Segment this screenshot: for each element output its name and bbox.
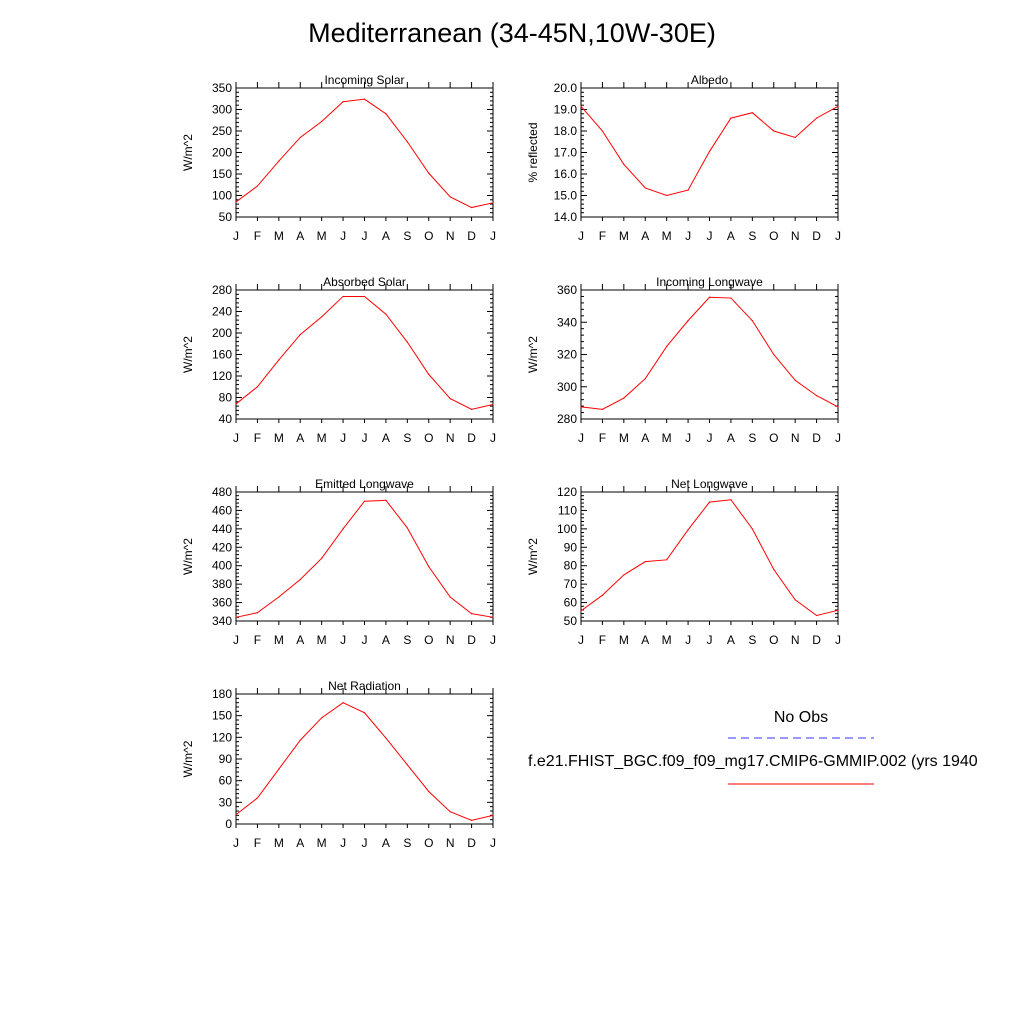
panel-title: Incoming Longwave — [656, 275, 763, 289]
y-tick-label: 19.0 — [553, 102, 577, 117]
x-tick-label: O — [769, 633, 779, 647]
data-point — [816, 615, 817, 616]
data-point — [645, 378, 646, 379]
data-point — [752, 528, 753, 529]
data-point — [235, 403, 236, 404]
x-tick-label: J — [578, 431, 584, 445]
y-axis-label: % reflected — [526, 122, 540, 183]
panel-title: Incoming Solar — [324, 73, 405, 87]
data-point — [623, 164, 624, 165]
y-tick-label: 300 — [211, 102, 232, 117]
x-tick-label: N — [445, 633, 455, 647]
x-tick-label: D — [467, 229, 476, 243]
data-point — [666, 195, 667, 196]
x-tick-label: D — [467, 633, 476, 647]
x-tick-label: D — [812, 229, 821, 243]
chart-panel — [181, 73, 496, 243]
x-tick-label: J — [835, 633, 841, 647]
x-tick-label: J — [685, 229, 692, 243]
x-tick-label: M — [316, 633, 327, 647]
x-tick-label: J — [340, 633, 347, 647]
data-point — [278, 161, 279, 162]
panel-title: Net Radiation — [328, 679, 401, 693]
data-point — [321, 316, 322, 317]
x-tick-label: J — [706, 633, 713, 647]
y-axis-label: W/m^2 — [181, 538, 195, 575]
y-tick-label: 400 — [211, 558, 232, 573]
data-point — [645, 187, 646, 188]
y-tick-label: 440 — [211, 521, 232, 536]
data-point — [342, 296, 343, 297]
data-point — [450, 398, 451, 399]
data-point — [407, 764, 408, 765]
data-point — [580, 106, 581, 107]
data-point — [795, 380, 796, 381]
x-tick-label: M — [273, 836, 284, 850]
y-tick-label: 240 — [211, 304, 232, 319]
series-line — [236, 296, 493, 409]
data-point — [837, 406, 838, 407]
data-point — [300, 334, 301, 335]
x-tick-label: J — [490, 431, 496, 445]
data-point — [602, 409, 603, 410]
y-axis-label: W/m^2 — [526, 538, 540, 575]
data-point — [492, 617, 493, 618]
x-tick-label: J — [361, 633, 368, 647]
x-tick-label: J — [835, 431, 841, 445]
y-axis-label: W/m^2 — [181, 740, 195, 778]
data-point — [666, 346, 667, 347]
y-tick-label: 420 — [211, 540, 232, 555]
x-tick-label: A — [381, 431, 390, 445]
data-point — [321, 717, 322, 718]
x-tick-label: S — [748, 633, 757, 647]
plot-frame — [581, 492, 838, 621]
x-tick-label: M — [316, 229, 327, 243]
chart-panel — [526, 73, 841, 243]
data-point — [257, 386, 258, 387]
x-tick-label: M — [618, 633, 629, 647]
data-point — [623, 574, 624, 575]
data-point — [730, 118, 731, 119]
data-point — [385, 113, 386, 114]
y-tick-label: 50 — [218, 210, 232, 224]
x-tick-label: J — [233, 229, 239, 243]
x-tick-label: J — [340, 229, 347, 243]
data-point — [407, 527, 408, 528]
y-tick-label: 40 — [218, 412, 232, 426]
data-point — [364, 99, 365, 100]
data-point — [385, 737, 386, 738]
chart-panel — [526, 275, 841, 445]
data-point — [623, 397, 624, 398]
data-point — [257, 185, 258, 186]
data-point — [816, 118, 817, 119]
y-tick-label: 100 — [211, 188, 232, 203]
x-tick-label: J — [361, 431, 368, 445]
data-point — [257, 797, 258, 798]
y-tick-label: 120 — [556, 485, 577, 499]
x-tick-label: J — [233, 633, 239, 647]
data-point — [709, 297, 710, 298]
series-line — [236, 703, 493, 821]
legend-obs-label: No Obs — [773, 709, 829, 726]
data-point — [235, 201, 236, 202]
x-tick-label: J — [578, 633, 584, 647]
data-point — [773, 354, 774, 355]
data-point — [364, 296, 365, 297]
y-tick-label: 50 — [563, 614, 577, 628]
y-tick-label: 200 — [211, 145, 232, 160]
x-tick-label: S — [748, 431, 757, 445]
x-tick-label: M — [316, 431, 327, 445]
data-point — [580, 610, 581, 611]
x-tick-label: F — [253, 431, 262, 445]
data-point — [687, 190, 688, 191]
x-tick-label: A — [641, 229, 650, 243]
y-tick-label: 60 — [218, 773, 232, 788]
data-point — [428, 173, 429, 174]
x-tick-label: S — [403, 431, 412, 445]
x-tick-label: N — [445, 229, 455, 243]
data-point — [471, 613, 472, 614]
x-tick-label: M — [273, 229, 284, 243]
data-point — [752, 320, 753, 321]
data-point — [645, 561, 646, 562]
data-point — [752, 112, 753, 113]
y-tick-label: 350 — [211, 81, 232, 95]
data-point — [687, 529, 688, 530]
plot-frame — [236, 290, 493, 419]
y-tick-label: 70 — [563, 577, 577, 592]
data-point — [321, 121, 322, 122]
data-point — [364, 501, 365, 502]
y-tick-label: 280 — [211, 283, 232, 297]
series-line — [236, 500, 493, 617]
x-tick-label: A — [641, 431, 650, 445]
y-tick-label: 30 — [218, 795, 232, 810]
data-point — [580, 406, 581, 407]
x-tick-label: S — [403, 836, 412, 850]
y-tick-label: 17.0 — [553, 145, 577, 160]
y-tick-label: 18.0 — [553, 124, 577, 138]
y-tick-label: 0 — [225, 817, 232, 831]
x-tick-label: A — [381, 836, 390, 850]
y-tick-label: 20.0 — [553, 81, 577, 95]
x-tick-label: J — [706, 431, 713, 445]
plot-frame — [581, 88, 838, 217]
data-point — [257, 612, 258, 613]
y-tick-label: 160 — [211, 347, 232, 362]
x-tick-label: F — [598, 633, 607, 647]
y-tick-label: 60 — [563, 595, 577, 610]
x-tick-label: M — [661, 431, 672, 445]
x-tick-label: A — [726, 431, 735, 445]
x-tick-label: D — [467, 836, 476, 850]
data-point — [407, 342, 408, 343]
data-point — [730, 499, 731, 500]
data-point — [450, 811, 451, 812]
legend-model-label: f.e21.FHIST_BGC.f09_f09_mg17.CMIP6-GMMIP.002 (yrs 1940 — [528, 753, 978, 770]
x-tick-label: A — [726, 633, 735, 647]
x-tick-label: F — [598, 229, 607, 243]
plot-frame — [236, 492, 493, 621]
legend — [528, 709, 978, 784]
data-point — [385, 314, 386, 315]
x-tick-label: M — [661, 633, 672, 647]
x-tick-label: N — [790, 229, 800, 243]
data-point — [492, 202, 493, 203]
x-tick-label: J — [361, 836, 368, 850]
chart-panel — [181, 275, 496, 445]
data-point — [602, 130, 603, 131]
y-tick-label: 250 — [211, 124, 232, 138]
y-tick-label: 200 — [211, 326, 232, 340]
x-tick-label: M — [661, 229, 672, 243]
data-point — [428, 791, 429, 792]
y-tick-label: 300 — [556, 379, 577, 394]
y-tick-label: 90 — [218, 752, 232, 766]
data-point — [428, 374, 429, 375]
data-point — [816, 395, 817, 396]
x-tick-label: A — [296, 836, 305, 850]
x-tick-label: M — [273, 431, 284, 445]
x-tick-label: F — [253, 633, 262, 647]
x-tick-label: J — [340, 431, 347, 445]
data-point — [342, 101, 343, 102]
x-tick-label: N — [445, 836, 455, 850]
data-point — [795, 599, 796, 600]
x-tick-label: J — [361, 229, 368, 243]
x-tick-label: A — [381, 229, 390, 243]
y-tick-label: 340 — [211, 614, 232, 628]
data-point — [278, 596, 279, 597]
data-point — [428, 566, 429, 567]
series-line — [581, 297, 838, 409]
data-point — [278, 769, 279, 770]
y-tick-label: 110 — [557, 503, 577, 518]
x-tick-label: F — [598, 431, 607, 445]
plot-frame — [236, 88, 493, 217]
data-point — [795, 137, 796, 138]
x-tick-label: J — [233, 836, 239, 850]
data-point — [300, 740, 301, 741]
data-point — [837, 106, 838, 107]
x-tick-label: A — [726, 229, 735, 243]
y-axis-label: W/m^2 — [526, 336, 540, 373]
x-tick-label: J — [835, 229, 841, 243]
data-point — [342, 702, 343, 703]
x-tick-label: A — [641, 633, 650, 647]
x-tick-label: N — [790, 633, 800, 647]
x-tick-label: M — [618, 431, 629, 445]
data-point — [235, 617, 236, 618]
data-point — [471, 409, 472, 410]
data-point — [837, 610, 838, 611]
y-tick-label: 280 — [556, 412, 577, 426]
y-axis-label: W/m^2 — [181, 134, 195, 171]
data-point — [364, 712, 365, 713]
panel-title: Absorbed Solar — [323, 275, 406, 289]
y-tick-label: 14.0 — [553, 210, 577, 224]
x-tick-label: J — [685, 431, 692, 445]
data-point — [471, 207, 472, 208]
chart-panel — [181, 679, 496, 850]
series-line — [236, 99, 493, 207]
x-tick-label: M — [316, 836, 327, 850]
x-tick-label: D — [812, 633, 821, 647]
data-point — [602, 595, 603, 596]
x-tick-label: O — [424, 431, 434, 445]
data-point — [709, 502, 710, 503]
data-point — [235, 814, 236, 815]
plot-frame — [581, 290, 838, 419]
data-point — [492, 404, 493, 405]
y-tick-label: 380 — [211, 577, 232, 592]
page-title: Mediterranean (34-45N,10W-30E) — [308, 18, 716, 48]
data-point — [773, 569, 774, 570]
y-tick-label: 150 — [211, 708, 232, 723]
y-tick-label: 80 — [218, 390, 232, 405]
series-line — [581, 500, 838, 616]
data-point — [300, 137, 301, 138]
y-tick-label: 150 — [211, 167, 232, 181]
x-tick-label: F — [253, 836, 262, 850]
data-point — [709, 151, 710, 152]
data-point — [773, 130, 774, 131]
data-point — [407, 141, 408, 142]
x-tick-label: S — [403, 229, 412, 243]
y-tick-label: 460 — [211, 503, 232, 518]
panel-title: Albedo — [690, 73, 729, 87]
y-tick-label: 360 — [211, 595, 232, 610]
data-point — [471, 820, 472, 821]
x-tick-label: J — [578, 229, 584, 243]
x-tick-label: O — [769, 229, 779, 243]
x-tick-label: A — [381, 633, 390, 647]
panel-group — [181, 73, 841, 850]
y-tick-label: 100 — [556, 521, 577, 536]
x-tick-label: J — [233, 431, 239, 445]
x-tick-label: O — [424, 836, 434, 850]
x-tick-label: N — [790, 431, 800, 445]
y-tick-label: 120 — [211, 369, 232, 383]
data-point — [385, 500, 386, 501]
data-point — [342, 528, 343, 529]
panel-title: Emitted Longwave — [315, 477, 414, 491]
x-tick-label: M — [618, 229, 629, 243]
x-tick-label: N — [445, 431, 455, 445]
x-tick-label: J — [490, 229, 496, 243]
y-tick-label: 15.0 — [553, 188, 577, 203]
chart-panel — [526, 477, 841, 647]
y-tick-label: 340 — [556, 315, 577, 330]
x-tick-label: J — [706, 229, 713, 243]
x-tick-label: A — [296, 431, 305, 445]
x-tick-label: D — [467, 431, 476, 445]
x-tick-label: J — [490, 836, 496, 850]
data-point — [450, 596, 451, 597]
y-tick-label: 80 — [563, 558, 577, 573]
x-tick-label: A — [296, 229, 305, 243]
data-point — [730, 297, 731, 298]
x-tick-label: O — [424, 633, 434, 647]
x-tick-label: J — [490, 633, 496, 647]
y-tick-label: 120 — [211, 730, 232, 745]
x-tick-label: J — [340, 836, 347, 850]
x-tick-label: J — [685, 633, 692, 647]
data-point — [278, 359, 279, 360]
x-tick-label: O — [424, 229, 434, 243]
data-point — [666, 559, 667, 560]
chart-panel — [181, 477, 496, 647]
panel-title: Net Longwave — [671, 477, 748, 491]
data-point — [450, 196, 451, 197]
x-tick-label: F — [253, 229, 262, 243]
data-point — [321, 558, 322, 559]
y-tick-label: 180 — [211, 687, 232, 701]
y-tick-label: 360 — [556, 283, 577, 297]
x-tick-label: O — [769, 431, 779, 445]
x-tick-label: A — [296, 633, 305, 647]
data-point — [300, 579, 301, 580]
y-tick-label: 16.0 — [553, 167, 577, 181]
x-tick-label: D — [812, 431, 821, 445]
y-tick-label: 480 — [211, 485, 232, 499]
data-point — [687, 320, 688, 321]
y-tick-label: 320 — [556, 347, 577, 362]
data-point — [492, 815, 493, 816]
y-tick-label: 90 — [563, 540, 577, 555]
x-tick-label: S — [748, 229, 757, 243]
x-tick-label: S — [403, 633, 412, 647]
x-tick-label: M — [273, 633, 284, 647]
y-axis-label: W/m^2 — [181, 336, 195, 373]
